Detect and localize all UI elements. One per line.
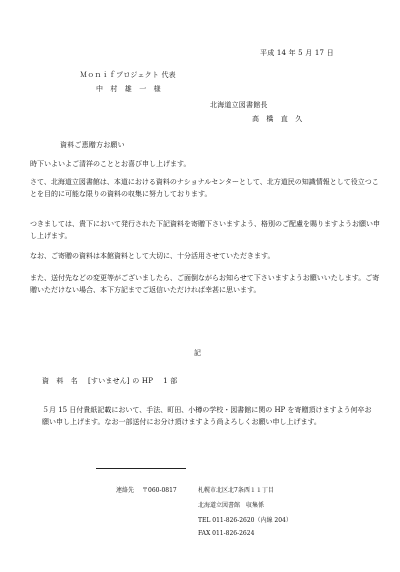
recipient-organization: Ｍｏｎｉｆプロジェクト 代表 bbox=[80, 71, 176, 79]
contact-address: 札幌市北区北7条西１１丁目 bbox=[198, 487, 274, 494]
paragraph-greeting: 時下いよいよご清祥のこととお喜び申し上げます。 bbox=[30, 160, 191, 168]
document-date: 平成 14 年 5 月 17 日 bbox=[260, 49, 334, 57]
subject-heading: 資料ご恵贈方お願い bbox=[60, 141, 125, 149]
contact-telephone: TEL 011-826-2620（内線 204） bbox=[198, 517, 292, 524]
material-count: 1 部 bbox=[163, 377, 178, 385]
contact-fax: FAX 011-826-2624 bbox=[198, 530, 255, 537]
sender-name: 高 橋 直 久 bbox=[252, 115, 303, 123]
paragraph-request: つきましては、貴下において発行された下記資料を寄贈下さいますよう、格別のご配慮を賜りますようお願い申し上げます。 bbox=[30, 220, 380, 240]
contact-department: 北海道立図書館 収集係 bbox=[198, 502, 265, 509]
paragraph-usage: なお、ご寄贈の資料は本館資料として大切に、十分活用させていただきます。 bbox=[30, 252, 275, 260]
contact-label: 連絡先 bbox=[116, 487, 135, 494]
material-item-row bbox=[42, 376, 177, 386]
paragraph-introduction: さて、北海道立図書館は、本道における資料のナショナルセンターとして、北方道民の知識情報として役立つことを目的に可能な限りの資料の収集に努力しております。 bbox=[30, 178, 379, 198]
recipient-name: 中 村 雄 一 様 bbox=[96, 85, 161, 93]
divider-line bbox=[96, 468, 186, 469]
material-label: 資 料 名 bbox=[42, 377, 78, 385]
material-title: [すいません] の HP bbox=[88, 377, 154, 385]
sender-organization: 北海道立図書館長 bbox=[210, 101, 268, 109]
note-paragraph: ５月 15 日付貴紙記載において、手法、町田、小樽の学校・図書館に関の HP を寄贈頂けますよう何卒お願い申し上げます。なお一部送付にお分け頂けますよう尚よろしくお願い申し上げます。 bbox=[42, 406, 372, 426]
contact-postal-code: 〒060-0817 bbox=[142, 487, 177, 494]
paragraph-notice: また、送付先などの変更等がございましたら、ご面倒ながらお知らせて下さいますようお願いいたします。ご寄贈いただけない場合、本下方記までご返信いただければ幸甚に思います。 bbox=[30, 274, 380, 294]
ki-heading: 記 bbox=[194, 349, 202, 357]
